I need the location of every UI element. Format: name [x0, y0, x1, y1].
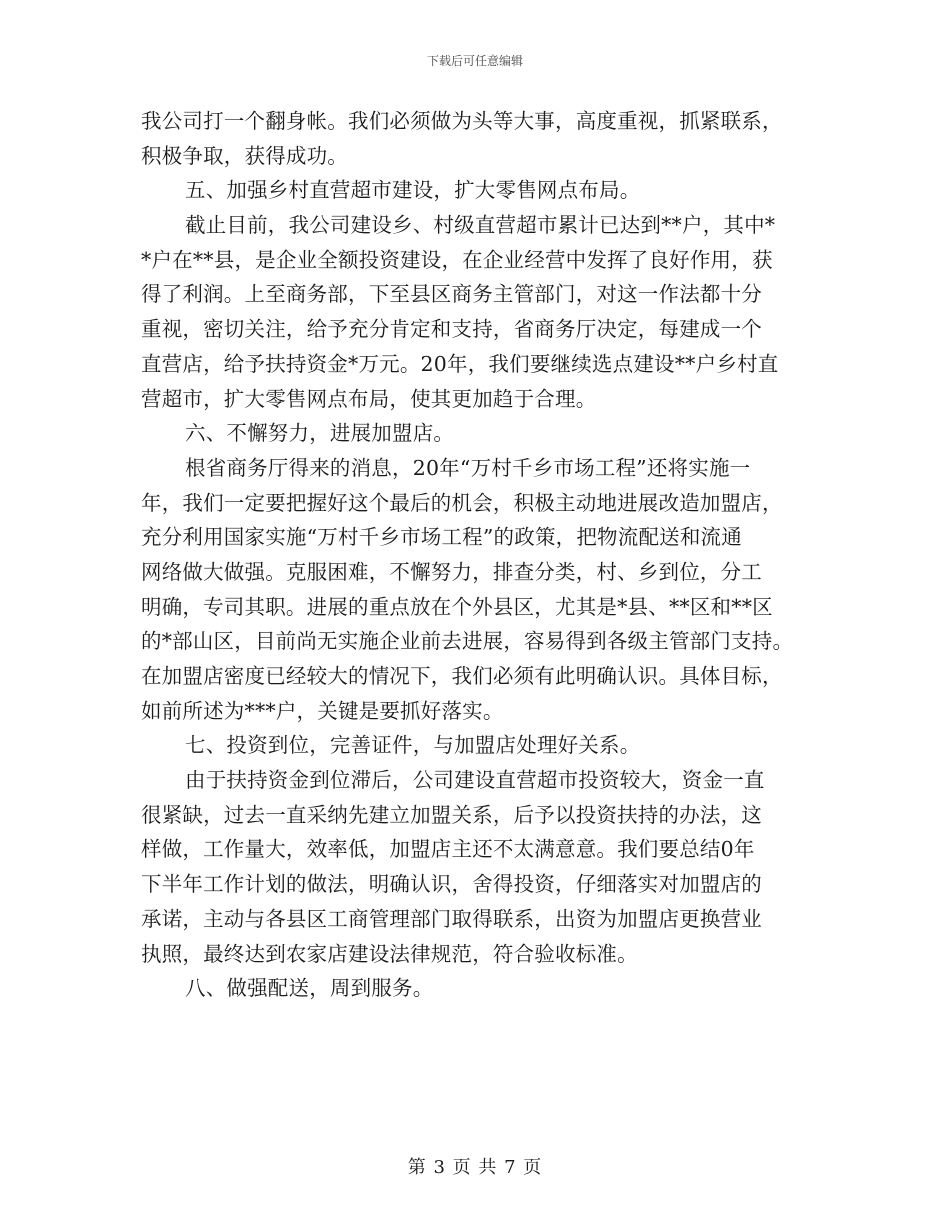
- text-line: 在加盟店密度已经较大的情况下，我们必须有此明确认识。具体目标，: [141, 664, 783, 688]
- text-line: 明确，专司其职。进展的重点放在个外县区，尤其是*县、**区和**区: [141, 594, 773, 619]
- text-line: 很紧缺，过去一直采纳先建立加盟关系，后予以投资扶持的办法，这: [141, 802, 762, 827]
- text-line: 我公司打一个翻身帐。我们必须做为头等大事，高度重视，抓紧联系，: [141, 109, 783, 133]
- text-line: 如前所述为***户，关键是要抓好落实。: [141, 698, 504, 723]
- text-line: 由于扶持资金到位滞后，公司建设直营超市投资较大，资金一直: [185, 768, 765, 793]
- text-line: 年，我们一定要把握好这个最后的机会，积极主动地进展改造加盟店，: [141, 490, 783, 515]
- text-line: 七、投资到位，完善证件，与加盟店处理好关系。: [185, 733, 641, 758]
- text-line: 五、加强乡村直营超市建设，扩大零售网点布局。: [185, 178, 641, 203]
- text-line: 重视，密切关注，给予充分肯定和支持，省商务厅决定，每建成一个: [141, 317, 762, 342]
- text-line: 充分利用国家实施“万村千乡市场工程”的政策，把物流配送和流通: [141, 525, 742, 550]
- page-header: 下载后可任意编辑: [426, 54, 523, 68]
- text-line: 承诺，主动与各县区工商管理部门取得联系，出资为加盟店更换营业: [141, 906, 762, 931]
- text-line: 营超市，扩大零售网点布局，使其更加趋于合理。: [141, 386, 597, 411]
- text-line: 根省商务厅得来的消息，20年“万村千乡市场工程”还将实施一: [185, 455, 751, 480]
- text-line: 执照，最终达到农家店建设法律规范，符合验收标准。: [141, 941, 638, 966]
- text-line: 截止目前，我公司建设乡、村级直营超市累计已达到**户，其中*: [185, 213, 776, 238]
- text-line: 样做，工作量大，效率低，加盟店主还不太满意意。我们要总结0年: [141, 837, 755, 862]
- text-line: 六、不懈努力，进展加盟店。: [185, 421, 455, 446]
- text-line: 直营店，给予扶持资金*万元。20年，我们要继续选点建设**户乡村直: [141, 351, 779, 376]
- page-number: 第 3 页 共 7 页: [407, 1157, 543, 1178]
- text-line: 八、做强配送，周到服务。: [185, 976, 434, 1001]
- text-line: 得了利润。上至商务部，下至县区商务主管部门，对这一作法都十分: [141, 282, 762, 307]
- document-body: [141, 104, 813, 1006]
- text-line: *户在**县，是企业全额投资建设，在企业经营中发挥了良好作用，获: [141, 247, 773, 272]
- text-line: 积极争取，获得成功。: [141, 143, 348, 168]
- text-line: 下半年工作计划的做法，明确认识，舍得投资，仔细落实对加盟店的: [141, 872, 762, 897]
- text-line: 的*部山区，目前尚无实施企业前去进展，容易得到各级主管部门支持。: [141, 629, 794, 654]
- text-line: 网络做大做强。克服困难，不懈努力，排查分类，村、乡到位，分工: [141, 559, 762, 584]
